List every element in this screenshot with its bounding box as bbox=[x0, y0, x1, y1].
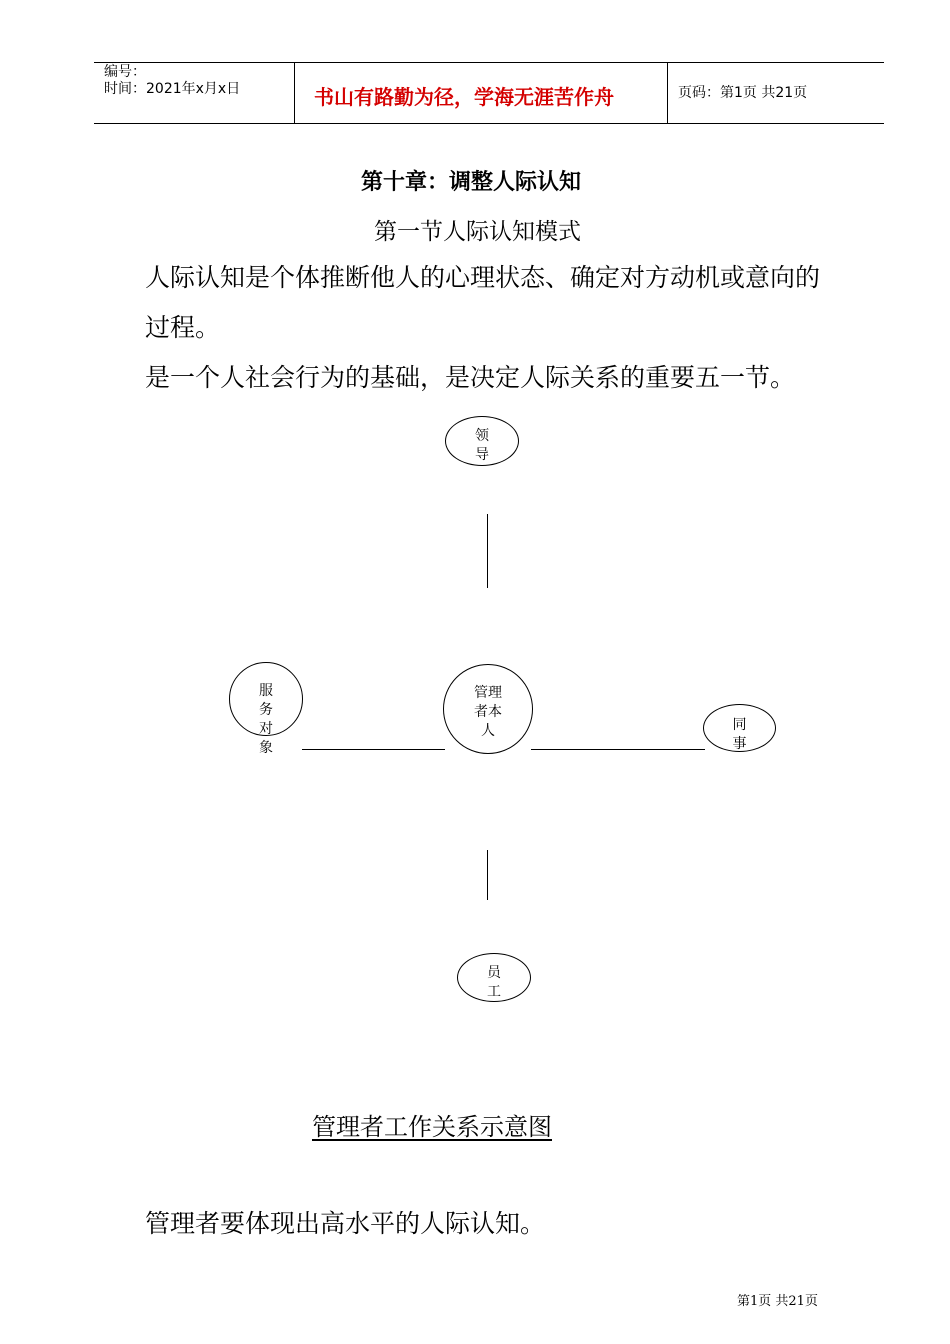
header-divider-2 bbox=[667, 62, 668, 124]
node-leader-label: 领导 bbox=[475, 428, 489, 463]
node-leader bbox=[445, 416, 519, 466]
closing-sentence: 管理者要体现出高水平的人际认知。 bbox=[145, 1209, 546, 1238]
diagram-caption: 管理者工作关系示意图 bbox=[312, 1113, 552, 1141]
node-service-target-label: 服务对象 bbox=[259, 683, 273, 756]
chapter-title: 第十章：调整人际认知 bbox=[361, 169, 582, 195]
header-top-rule bbox=[94, 62, 884, 63]
node-manager-self bbox=[443, 664, 533, 754]
node-manager-self-label: 管理者本人 bbox=[474, 685, 502, 739]
header-time-label: 时间：2021年x月x日 bbox=[104, 81, 241, 97]
connector-bottom bbox=[487, 850, 488, 900]
paragraph-2: 是一个人社会行为的基础，是决定人际关系的重要五一节。 bbox=[145, 363, 796, 392]
connector-top bbox=[487, 514, 488, 588]
node-employee bbox=[457, 953, 531, 1002]
section-title: 第一节人际认知模式 bbox=[374, 219, 581, 245]
header-divider-1 bbox=[294, 62, 295, 124]
header-motto: 书山有路勤为径，学海无涯苦作舟 bbox=[314, 85, 614, 109]
node-employee-label: 员工 bbox=[487, 965, 501, 1000]
connector-right bbox=[531, 749, 705, 750]
node-colleague-label: 同事 bbox=[732, 717, 747, 752]
header-bottom-rule bbox=[94, 123, 884, 124]
node-colleague bbox=[703, 704, 776, 752]
page-footer: 第1页 共21页 bbox=[737, 1294, 818, 1309]
connector-left bbox=[302, 749, 445, 750]
header-number-label: 编号： bbox=[104, 64, 146, 80]
paragraph-1: 人际认知是个体推断他人的心理状态、确定对方动机或意向的 bbox=[145, 263, 821, 292]
header-page-label: 页码：第1页 共21页 bbox=[678, 85, 808, 101]
paragraph-1-continued: 过程。 bbox=[145, 313, 221, 342]
node-service-target bbox=[229, 662, 303, 756]
